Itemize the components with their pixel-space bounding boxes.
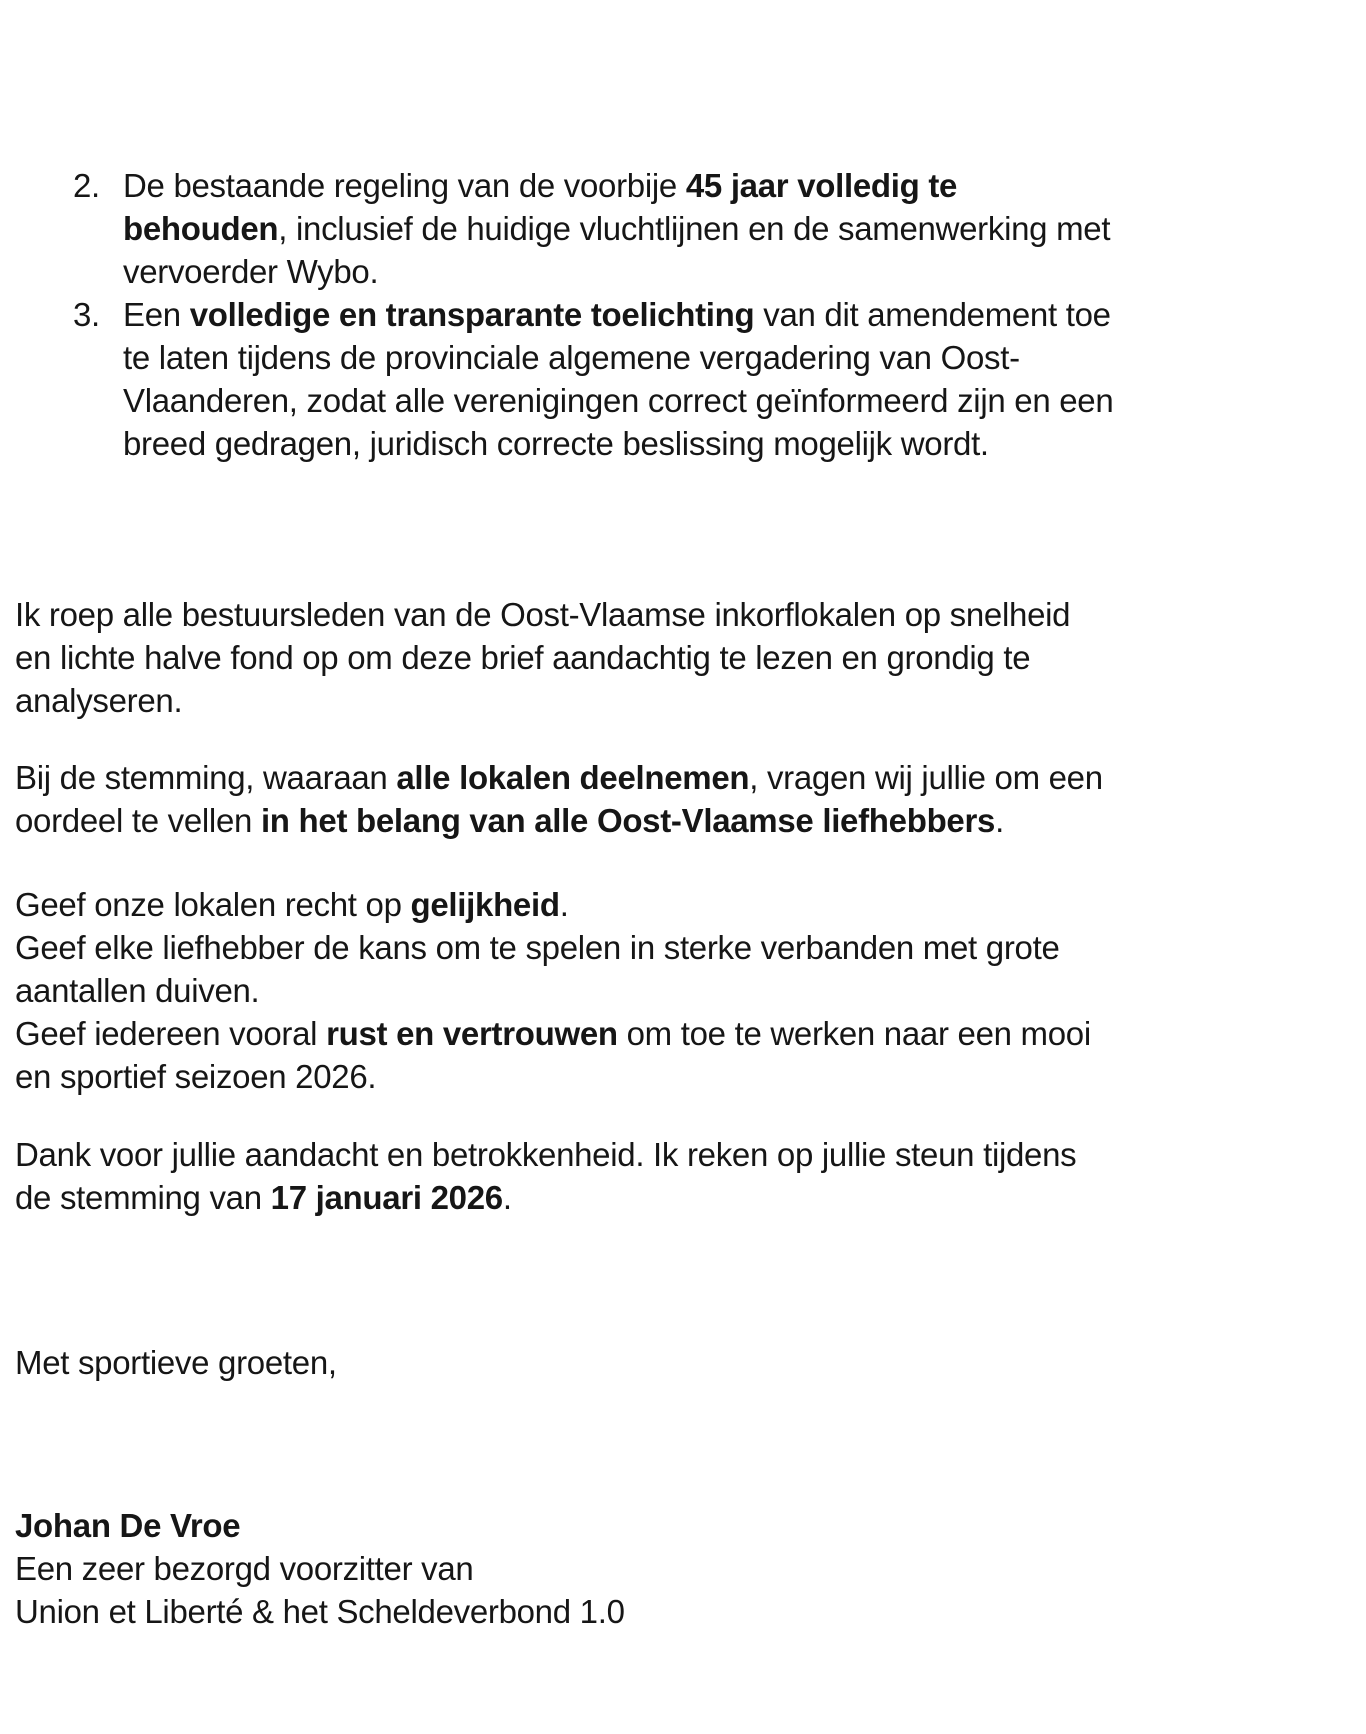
text-line — [15, 756, 1346, 799]
bold-text-run: in het belang van alle Oost-Vlaamse liefhebbers — [260, 802, 996, 839]
list-item-body — [123, 293, 1346, 465]
bold-text-run: gelijkheid — [410, 886, 560, 923]
signature-block — [15, 1504, 1346, 1633]
paragraph-geef — [15, 883, 1346, 1098]
text-run: breed gedragen, juridisch correcte beslissing mogelijk wordt. — [123, 425, 989, 462]
text-line — [15, 1133, 1346, 1176]
text-line — [123, 422, 1346, 465]
text-line — [15, 1176, 1346, 1219]
text-line — [15, 1504, 1346, 1547]
text-run: , inclusief de huidige vluchtlijnen en de samenwerking met — [278, 210, 1111, 247]
paragraph-dank — [15, 1133, 1346, 1219]
list-item-number: 2. — [73, 167, 100, 204]
text-line — [15, 1055, 1346, 1098]
paragraph-stemming — [15, 756, 1346, 842]
bold-text-run: rust en vertrouwen — [326, 1015, 618, 1052]
text-run: Union et Liberté & het Scheldeverbond 1.0 — [15, 1593, 625, 1630]
text-line — [15, 1012, 1346, 1055]
text-run: . — [995, 802, 1004, 839]
text-run: aantallen duiven. — [15, 972, 260, 1009]
text-run: , vragen wij jullie om een — [749, 759, 1103, 796]
text-line — [15, 636, 1346, 679]
text-line — [123, 336, 1346, 379]
text-line — [123, 293, 1346, 336]
text-run: en sportief seizoen 2026. — [15, 1058, 377, 1095]
text-run: Bij de stemming, waaraan — [15, 759, 397, 796]
text-run: Een — [123, 296, 190, 333]
text-run: Geef iedereen vooral — [15, 1015, 327, 1052]
text-run: . — [502, 1179, 512, 1216]
text-run: en lichte halve fond op om deze brief aandachtig te lezen en grondig te — [15, 639, 1031, 676]
letter-content — [15, 164, 1346, 1633]
text-run: om toe te werken naar een mooi — [617, 1015, 1091, 1052]
bold-text-run: 45 jaar volledig te — [685, 167, 958, 204]
text-run: van dit amendement toe — [754, 296, 1111, 333]
text-run: analyseren. — [15, 682, 183, 719]
bold-text-run: 17 januari 2026 — [270, 1179, 503, 1216]
text-line — [15, 1547, 1346, 1590]
text-run: de stemming van — [15, 1179, 271, 1216]
text-run: Dank voor jullie aandacht en betrokkenheid. Ik reken op jullie steun tijdens — [15, 1136, 1077, 1173]
list-item-3 — [15, 293, 1346, 465]
text-line — [15, 883, 1346, 926]
text-line — [15, 799, 1346, 842]
list-item-2 — [15, 164, 1346, 293]
text-run: Een zeer bezorgd voorzitter van — [15, 1550, 474, 1587]
text-line — [15, 1590, 1346, 1633]
text-line — [15, 593, 1346, 636]
text-line — [15, 679, 1346, 722]
bold-text-run: alle lokalen deelnemen — [396, 759, 750, 796]
text-line — [123, 379, 1346, 422]
text-run: vervoerder Wybo. — [123, 253, 379, 290]
text-line — [15, 926, 1346, 969]
bold-text-run: Johan De Vroe — [15, 1507, 241, 1544]
text-run: Vlaanderen, zodat alle verenigingen correct geïnformeerd zijn en een — [123, 382, 1114, 419]
list-item-number: 3. — [73, 296, 100, 333]
text-run: . — [559, 886, 569, 923]
closing-salutation — [15, 1341, 1346, 1384]
text-run: Geef elke liefhebber de kans om te spelen in sterke verbanden met grote — [15, 929, 1060, 966]
paragraph-oproep — [15, 593, 1346, 722]
text-line — [15, 969, 1346, 1012]
text-run: te laten tijdens de provinciale algemene vergadering van Oost- — [123, 339, 1020, 376]
text-line — [123, 250, 1346, 293]
text-run: oordeel te vellen — [15, 802, 261, 839]
bold-text-run: volledige en transparante toelichting — [189, 296, 755, 333]
text-run: Geef onze lokalen recht op — [15, 886, 411, 923]
list-item-body — [123, 164, 1346, 293]
bold-text-run: behouden — [123, 210, 279, 247]
text-line — [123, 207, 1346, 250]
text-run: Met sportieve groeten, — [15, 1344, 337, 1381]
text-run: Ik roep alle bestuursleden van de Oost-Vlaamse inkorflokalen op snelheid — [15, 596, 1071, 633]
text-line — [123, 164, 1346, 207]
text-line — [15, 1341, 1346, 1384]
text-run: De bestaande regeling van de voorbije — [123, 167, 686, 204]
